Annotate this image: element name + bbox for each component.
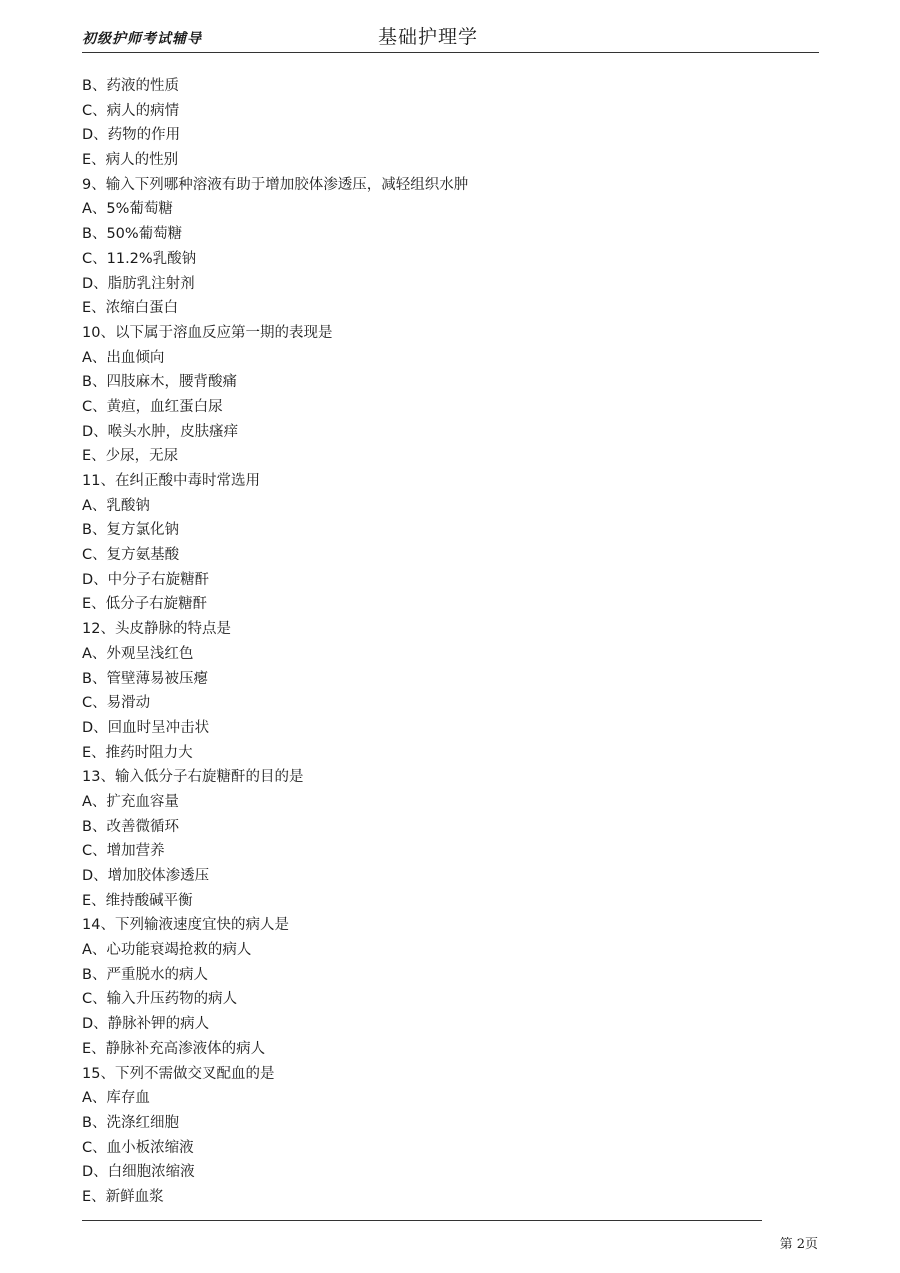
answer-option: D、静脉补钾的病人: [82, 1016, 210, 1033]
answer-option: E、新鲜血浆: [82, 1188, 164, 1205]
answer-option: A、外观呈浅红色: [82, 645, 194, 662]
question-stem: 13、输入低分子右旋糖酐的目的是: [82, 769, 304, 786]
answer-option: E、静脉补充高渗液体的病人: [82, 1040, 266, 1057]
answer-option: E、维持酸碱平衡: [82, 892, 193, 909]
question-stem: 15、下列不需做交叉配血的是: [82, 1065, 275, 1082]
answer-option: C、输入升压药物的病人: [82, 991, 238, 1008]
answer-option: E、低分子右旋糖酐: [82, 596, 208, 613]
answer-option: A、出血倾向: [82, 349, 165, 366]
answer-option: B、严重脱水的病人: [82, 966, 208, 983]
question-content: [82, 74, 819, 1210]
answer-option: D、药物的作用: [82, 127, 181, 144]
page-header: [82, 18, 819, 53]
answer-option: A、乳酸钠: [82, 497, 150, 514]
answer-option: E、病人的性别: [82, 152, 179, 169]
answer-option: D、脂肪乳注射剂: [82, 275, 195, 292]
answer-option: C、病人的病情: [82, 102, 180, 119]
header-course-label: 初级护师考试辅导: [82, 31, 202, 47]
page-number: 第 2页: [779, 1237, 818, 1252]
question-stem: 11、在纠正酸中毒时常选用: [82, 473, 260, 489]
answer-option: D、喉头水肿，皮肤瘙痒: [82, 423, 239, 440]
answer-option: B、洗涤红细胞: [82, 1114, 179, 1131]
header-subject-title: 基础护理学: [378, 26, 479, 48]
answer-option: E、少尿，无尿: [82, 448, 179, 465]
answer-option: C、黄疸，血红蛋白尿: [82, 398, 223, 415]
answer-option: D、白细胞浓缩液: [82, 1164, 195, 1181]
question-stem: 12、头皮静脉的特点是: [82, 621, 231, 638]
answer-option: A、心功能衰竭抢救的病人: [82, 942, 252, 959]
answer-option: B、药液的性质: [82, 78, 179, 94]
answer-option: C、易滑动: [82, 695, 151, 712]
answer-option: B、四肢麻木，腰背酸痛: [82, 374, 237, 391]
answer-option: C、增加营养: [82, 843, 165, 860]
answer-option: D、中分子右旋糖酐: [82, 571, 210, 588]
answer-option: D、增加胶体渗透压: [82, 868, 210, 884]
answer-option: D、回血时呈冲击状: [82, 719, 210, 736]
answer-option: C、血小板浓缩液: [82, 1139, 194, 1156]
answer-option: A、扩充血容量: [82, 793, 179, 810]
footer-divider: [82, 1220, 762, 1221]
answer-option: E、推药时阻力大: [82, 744, 193, 761]
answer-option: B、50%葡萄糖: [82, 226, 183, 243]
question-stem: 9、输入下列哪种溶液有助于增加胶体渗透压，减轻组织水肿: [82, 176, 469, 193]
answer-option: B、改善微循环: [82, 818, 179, 835]
answer-option: B、管壁薄易被压瘪: [82, 670, 208, 687]
answer-option: A、库存血: [82, 1090, 150, 1107]
question-stem: 14、下列输液速度宜快的病人是: [82, 917, 289, 934]
answer-option: C、复方氨基酸: [82, 547, 180, 564]
answer-option: A、5%葡萄糖: [82, 201, 173, 218]
answer-option: C、11.2%乳酸钠: [82, 250, 197, 267]
question-stem: 10、以下属于溶血反应第一期的表现是: [82, 324, 333, 341]
answer-option: E、浓缩白蛋白: [82, 300, 179, 317]
answer-option: B、复方氯化钠: [82, 522, 179, 539]
